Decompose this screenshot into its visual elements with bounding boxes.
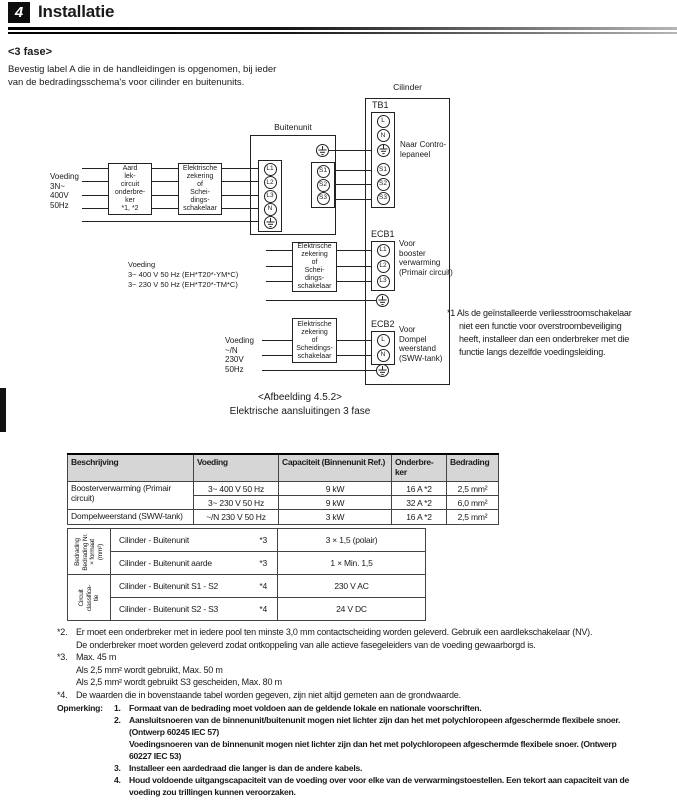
text-line: (Primair circuit) bbox=[399, 267, 453, 277]
terminal-s1: S1 bbox=[317, 165, 330, 178]
text-line: weerstand bbox=[399, 344, 436, 353]
text-line: zekering bbox=[301, 328, 328, 336]
wire-spec-table bbox=[67, 528, 426, 621]
footnote-marker: *2. bbox=[57, 627, 68, 637]
text-line: lepaneel bbox=[400, 149, 431, 159]
terminal-s3: S3 bbox=[377, 192, 390, 205]
remark-text: Formaat van de bedrading moet voldoen aan de geldende lokale en nationale voorschriften. bbox=[129, 703, 482, 713]
text-line: Elektrische bbox=[182, 165, 218, 172]
subsection-heading: <3 fase> bbox=[8, 46, 53, 58]
footnote-text: De waarden die in bovenstaande tabel worden gegeven, zijn niet altijd gemeten aan de grondwaarde. bbox=[76, 689, 461, 700]
item-ref: *3 bbox=[259, 558, 267, 568]
remarks-block bbox=[57, 702, 675, 798]
text-line: 50Hz bbox=[50, 200, 69, 210]
terminal-s3: S3 bbox=[317, 192, 330, 205]
text-line: booster bbox=[399, 248, 426, 258]
footnote-text: Max. 45 m Als 2,5 mm² wordt gebruikt, Max. 50 m Als 2,5 mm² wordt gebruikt S3 gescheiden, Max. 80 m bbox=[76, 652, 282, 687]
text-line: Aard bbox=[122, 165, 138, 172]
earth-icon bbox=[378, 366, 387, 376]
ecb1-label: ECB1 bbox=[371, 229, 395, 239]
table-row bbox=[68, 482, 499, 496]
text-line: circuit bbox=[120, 181, 140, 188]
cell-item bbox=[111, 552, 278, 575]
text-line: Voeding bbox=[128, 260, 156, 269]
cell-beschrijving: Dompelweerstand (SWW-tank) bbox=[68, 510, 194, 525]
text-line: onderbre- bbox=[114, 189, 146, 196]
cell-voeding: 3~ 230 V 50 Hz bbox=[194, 496, 279, 510]
vertical-label: Bedrading Bedrading Nr. × formaat (mm²) bbox=[74, 532, 104, 571]
buitenunit-left-strip bbox=[258, 160, 282, 232]
wire bbox=[266, 266, 293, 267]
remark-item bbox=[114, 774, 629, 798]
item-ref: *4 bbox=[259, 604, 267, 614]
text-line: Scheidings- bbox=[296, 344, 333, 352]
wire bbox=[262, 340, 293, 341]
terminal-n: N bbox=[377, 349, 390, 362]
earth-icon bbox=[266, 218, 275, 228]
remark-number: 3. bbox=[114, 763, 121, 773]
item-label: Cilinder - Buitenunit bbox=[119, 535, 189, 545]
text-line: 400V bbox=[50, 191, 69, 200]
table-row bbox=[68, 552, 426, 575]
text-line: (SWW-tank) bbox=[399, 353, 443, 363]
cell-item bbox=[111, 598, 278, 621]
terminal-earth bbox=[376, 364, 389, 377]
footnotes bbox=[57, 626, 672, 701]
text-line: schakelaar bbox=[183, 205, 217, 212]
wire bbox=[82, 221, 258, 222]
wire bbox=[329, 150, 377, 151]
remark-number: 1. bbox=[114, 703, 121, 713]
text-line: *1 Als de geïnstalleerde verliesstroomschakelaar bbox=[447, 308, 632, 318]
cell-bedrading: 6,0 mm² bbox=[447, 496, 499, 510]
remark-text: Aansluitsnoeren van de binnenunit/buitenunit mogen niet lichter zijn dan het met polychloropeen afgeschermde flexibele snoer. (Ontwerp 60245 IEC 57) Voedingsnoeren van de binnenunit mogen niet lichter zijn dan het met polychloropeen afgeschermde flexibele snoer. (Ontwerp 60227 IEC 53) bbox=[129, 715, 621, 761]
terminal-earth bbox=[377, 144, 390, 157]
supply-ecb1-label bbox=[128, 260, 238, 290]
power-spec-table bbox=[67, 453, 499, 525]
text-line: ~/N bbox=[225, 345, 238, 355]
text-line: lek- bbox=[124, 173, 136, 180]
terminal-earth bbox=[376, 294, 389, 307]
table-row bbox=[68, 510, 499, 525]
text-line: 3~ 400 V 50 Hz (EH*T20*-YM*C) bbox=[128, 270, 239, 279]
cell-capaciteit: 9 kW bbox=[279, 496, 392, 510]
remarks-items bbox=[114, 702, 629, 798]
item-ref: *3 bbox=[259, 535, 267, 545]
terminal-l3: L3 bbox=[377, 275, 390, 288]
header-rule-thick bbox=[8, 27, 677, 30]
terminal-l1: L1 bbox=[377, 244, 390, 257]
column-header: Beschrijving bbox=[68, 454, 194, 482]
text-line: Voor bbox=[399, 325, 416, 334]
figure-caption bbox=[155, 391, 445, 418]
text-line: Schei- bbox=[304, 267, 325, 274]
terminal-s2: S2 bbox=[377, 178, 390, 191]
cell-voeding: 3~ 400 V 50 Hz bbox=[194, 482, 279, 496]
remark-text: Houd voldoende uitgangscapaciteit van de voeding over voor elke van de verwarmingstoestellen. Een tekort aan capaciteit van de voeding zou trillingen kunnen veroorzaken. bbox=[129, 775, 630, 797]
zekering-box-3 bbox=[292, 318, 337, 363]
group-header-vertical bbox=[68, 529, 111, 575]
cilinder-label: Cilinder bbox=[393, 82, 422, 92]
text-line: Schei- bbox=[190, 189, 210, 196]
text-line: *1, *2 bbox=[121, 205, 139, 212]
text-line: of bbox=[311, 259, 318, 266]
text-line: verwarming bbox=[399, 258, 441, 267]
text-line: 3~ 230 V 50 Hz (EH*T20*-TM*C) bbox=[128, 280, 238, 289]
remark-text: Installeer een aardedraad die langer is dan de andere kabels. bbox=[129, 763, 363, 773]
column-header: Bedrading bbox=[447, 454, 499, 482]
text-line: schakelaar bbox=[297, 283, 332, 290]
terminal-n: N bbox=[264, 203, 277, 216]
ecb2-purpose-label bbox=[399, 325, 442, 363]
earth-icon bbox=[378, 296, 387, 306]
table-row bbox=[68, 529, 426, 552]
terminal-s2: S2 bbox=[317, 179, 330, 192]
text-line: 50Hz bbox=[225, 364, 244, 374]
text-line: dings- bbox=[190, 197, 210, 204]
table-row bbox=[68, 575, 426, 598]
column-header: Onderbre- ker bbox=[392, 454, 447, 482]
text-line: ker bbox=[125, 197, 135, 204]
cell-capaciteit: 3 kW bbox=[279, 510, 392, 525]
terminal-l2: L2 bbox=[264, 176, 277, 189]
terminal-l2: L2 bbox=[377, 260, 390, 273]
cell-capaciteit: 9 kW bbox=[279, 482, 392, 496]
remark-item bbox=[114, 702, 629, 714]
wire bbox=[266, 281, 293, 282]
item-label: Cilinder - Buitenunit S1 - S2 bbox=[119, 581, 219, 591]
footnote-marker: *4. bbox=[57, 689, 68, 700]
ecb1-purpose-label bbox=[399, 239, 453, 277]
cell-voeding: ~/N 230 V 50 Hz bbox=[194, 510, 279, 525]
tb1-terminal-strip bbox=[371, 112, 395, 208]
text-line: Elektrische bbox=[297, 243, 332, 250]
column-header: Capaciteit (Binnenunit Ref.) bbox=[279, 454, 392, 482]
terminal-earth bbox=[264, 216, 277, 229]
footnote-marker: *3. bbox=[57, 652, 68, 662]
remark-item bbox=[114, 762, 629, 774]
terminal-earth bbox=[316, 144, 329, 157]
ecb2-terminal-strip bbox=[371, 331, 395, 365]
earth-icon bbox=[318, 146, 327, 156]
wire bbox=[266, 300, 377, 301]
intro-text bbox=[8, 63, 276, 89]
text-line: dings- bbox=[304, 275, 325, 282]
footnote bbox=[57, 689, 672, 702]
zekering-box-1 bbox=[178, 163, 222, 215]
wire bbox=[262, 355, 293, 356]
remarks-label: Opmerking: bbox=[57, 703, 103, 713]
cell-onderbreker: 16 A *2 bbox=[392, 510, 447, 525]
text-line: Voor bbox=[399, 239, 416, 248]
cell-onderbreker: 32 A *2 bbox=[392, 496, 447, 510]
item-label: Cilinder - Buitenunit S2 - S3 bbox=[119, 604, 219, 614]
terminal-n: N bbox=[377, 129, 390, 142]
buitenunit-label: Buitenunit bbox=[274, 122, 312, 132]
tb1-label: TB1 bbox=[372, 100, 389, 110]
cell-bedrading: 2,5 mm² bbox=[447, 482, 499, 496]
wire bbox=[266, 250, 293, 251]
text-line: Dompel bbox=[399, 334, 427, 344]
text-line: Voeding bbox=[225, 336, 254, 345]
text-line: Naar Contro- bbox=[400, 140, 447, 149]
text-line: niet een functie voor overstroombeveiliging bbox=[459, 321, 622, 331]
buitenunit-s-strip bbox=[311, 162, 335, 208]
earth-icon bbox=[379, 145, 388, 155]
cell-value: 24 V DC bbox=[278, 598, 426, 621]
text-line: 3N~ bbox=[50, 181, 65, 191]
cell-value: 230 V AC bbox=[278, 575, 426, 598]
group-header-vertical bbox=[68, 575, 111, 621]
text-line: 230V bbox=[225, 355, 244, 364]
ecb1-terminal-strip bbox=[371, 241, 395, 291]
cell-value: 1 × Min. 1,5 bbox=[278, 552, 426, 575]
zekering-box-2 bbox=[292, 242, 337, 292]
ecb2-label: ECB2 bbox=[371, 319, 395, 329]
table-header-row bbox=[68, 454, 499, 482]
vertical-label: Circuit classifica- tie bbox=[77, 584, 100, 611]
text-line: zekering bbox=[186, 173, 214, 180]
footnote-1-text bbox=[447, 307, 669, 359]
text-line: of bbox=[311, 336, 318, 344]
terminal-l: L bbox=[377, 115, 390, 128]
wire bbox=[262, 370, 377, 371]
aardlek-onderbreker-box bbox=[108, 163, 152, 215]
remark-number: 2. bbox=[114, 715, 121, 725]
text-line: <Afbeelding 4.5.2> bbox=[258, 392, 342, 403]
item-label: Cilinder - Buitenunit aarde bbox=[119, 558, 212, 568]
cell-value: 3 × 1,5 (polair) bbox=[278, 529, 426, 552]
text-line: zekering bbox=[301, 251, 328, 258]
footnote bbox=[57, 626, 672, 651]
item-ref: *4 bbox=[259, 581, 267, 591]
table-row bbox=[68, 598, 426, 621]
terminal-l: L bbox=[377, 334, 390, 347]
remark-number: 4. bbox=[114, 775, 121, 785]
terminal-s1: S1 bbox=[377, 163, 390, 176]
supply-3n-400v-label bbox=[50, 172, 79, 210]
terminal-l1: L1 bbox=[264, 163, 277, 176]
terminal-l3: L3 bbox=[264, 190, 277, 203]
cell-beschrijving: Boosterverwarming (Primair circuit) bbox=[68, 482, 194, 510]
header-rule-thin bbox=[8, 32, 677, 34]
supply-ecb2-label bbox=[225, 336, 254, 374]
section-number-badge: 4 bbox=[8, 2, 30, 23]
text-line: heeft, installeer dan een onderbreker met die bbox=[459, 334, 630, 344]
remark-item bbox=[114, 714, 629, 762]
footnote-text: Er moet een onderbreker met in iedere pool ten minste 3,0 mm contactscheiding worden geleverd. Gebruik een aardlekschakelaar (NV). De onderbreker moet worden geleverd zodat ontkoppeling van alle actieve fasegeleiders van de voeding gewaarborgd is. bbox=[76, 627, 593, 650]
cell-onderbreker: 16 A *2 bbox=[392, 482, 447, 496]
page-edge-tab bbox=[0, 388, 6, 432]
text-line: Elektrische bbox=[297, 320, 332, 328]
text-line: Voeding bbox=[50, 172, 79, 181]
text-line: van de bedradingsschema's voor cilinder en buitenunits. bbox=[8, 77, 245, 88]
naar-controlepaneel-label bbox=[400, 140, 446, 159]
cell-item bbox=[111, 575, 278, 598]
text-line: Elektrische aansluitingen 3 fase bbox=[229, 405, 371, 417]
text-line: functie langs dezelfde voedingsleiding. bbox=[459, 347, 606, 357]
footnote bbox=[57, 651, 672, 689]
text-line: Bevestig label A die in de handleidingen is opgenomen, bij ieder bbox=[8, 64, 277, 75]
column-header: Voeding bbox=[194, 454, 279, 482]
cell-bedrading: 2,5 mm² bbox=[447, 510, 499, 525]
text-line: schakelaar bbox=[297, 352, 332, 360]
cell-item bbox=[111, 529, 278, 552]
page-title: Installatie bbox=[38, 2, 115, 21]
text-line: of bbox=[197, 181, 203, 188]
